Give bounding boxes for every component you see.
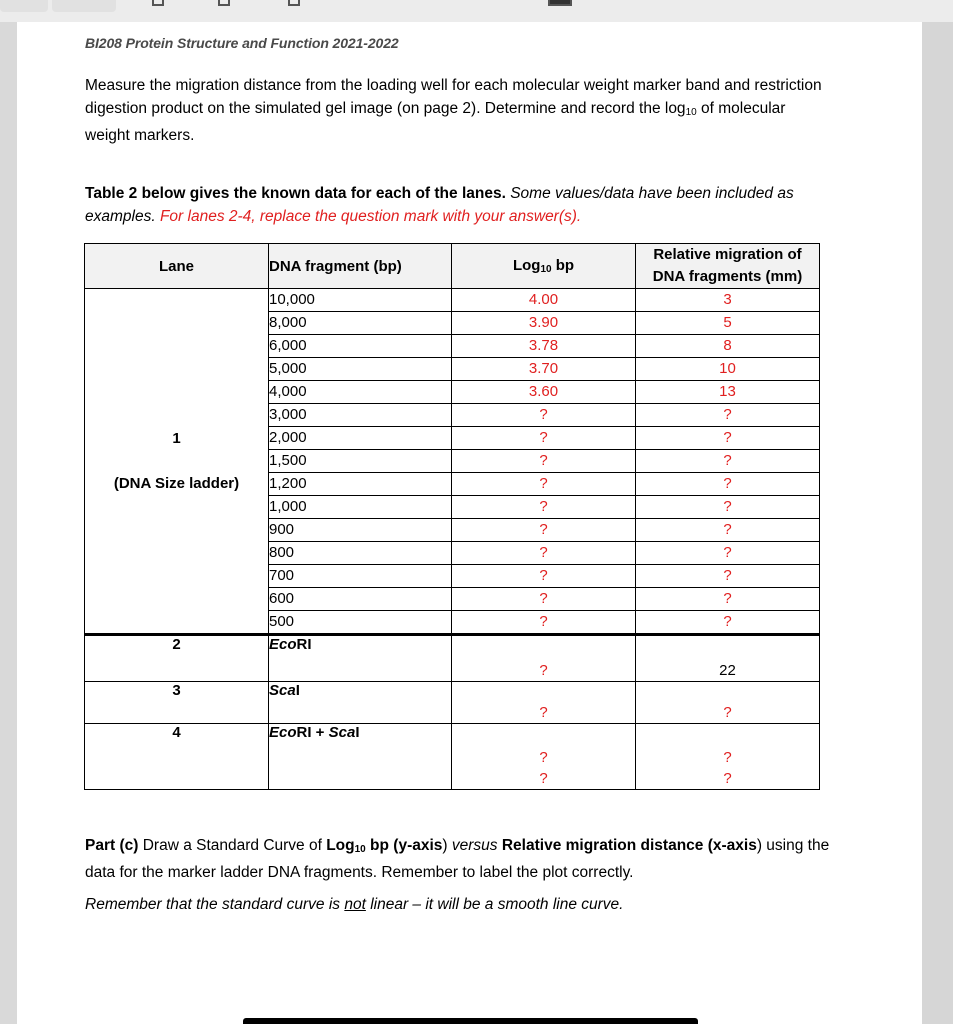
ladder-body xyxy=(85,289,820,635)
fragment-size: 4,000 xyxy=(269,381,452,404)
part-c-bold-2: Relative migration distance (x-axis xyxy=(501,837,757,854)
migration-value: 5 xyxy=(636,312,820,335)
lane2-enzyme-b: RI xyxy=(296,636,312,653)
lane4-enzyme xyxy=(269,724,452,790)
lane2-enzyme-a: Eco xyxy=(269,636,297,653)
lane3-migration: ? xyxy=(636,682,820,724)
fragment-size: 600 xyxy=(269,588,452,611)
lane4-number: 4 xyxy=(85,724,269,790)
part-c-bold-1 xyxy=(326,837,442,854)
migration-value: ? xyxy=(636,588,820,611)
note-pre: Remember that the standard curve is xyxy=(85,896,345,913)
log-value: ? xyxy=(452,565,636,588)
instructions-paragraph xyxy=(85,74,825,147)
note-post: linear – it will be a smooth line curve. xyxy=(365,896,624,913)
toolbar-icon[interactable] xyxy=(218,0,230,6)
log-value: ? xyxy=(452,611,636,635)
header-lane: Lane xyxy=(85,244,269,289)
table-intro-red: For lanes 2-4, replace the question mark with your answer(s). xyxy=(155,208,582,225)
lane4-mig-1: ? xyxy=(723,749,732,766)
fragment-size: 700 xyxy=(269,565,452,588)
part-c-log-pre: Log xyxy=(326,837,355,854)
migration-value: ? xyxy=(636,427,820,450)
lane2-row xyxy=(85,635,820,682)
header-migration xyxy=(636,244,820,289)
lane3-enzyme-b: I xyxy=(295,682,300,699)
ladder-row xyxy=(85,289,820,312)
lane4-log-1: ? xyxy=(539,749,548,766)
header-migration-line1: Relative migration of xyxy=(653,246,802,263)
header-log-pre: Log xyxy=(512,257,541,274)
lane3-enzyme-a: Sca xyxy=(269,682,296,699)
migration-value: ? xyxy=(636,542,820,565)
migration-value: 10 xyxy=(636,358,820,381)
lane4-migration xyxy=(636,724,820,790)
fragment-size: 5,000 xyxy=(269,358,452,381)
part-c-text-4: ) using the data for the marker ladder DNA fragments. Remember to label the plot correctly. xyxy=(85,837,830,881)
fragment-size: 1,500 xyxy=(269,450,452,473)
lane4-mig-2: ? xyxy=(723,770,732,787)
part-c-log-sub: 10 xyxy=(354,844,366,855)
part-c-log-post: bp (y-axis xyxy=(365,837,443,854)
log-value: ? xyxy=(452,404,636,427)
fragment-size: 900 xyxy=(269,519,452,542)
lane3-number: 3 xyxy=(85,682,269,724)
header-log-sub: 10 xyxy=(540,264,552,275)
migration-value: ? xyxy=(636,473,820,496)
header-fragment: DNA fragment (bp) xyxy=(269,244,452,289)
log-value: 3.70 xyxy=(452,358,636,381)
log-value: ? xyxy=(452,496,636,519)
log-value: ? xyxy=(452,588,636,611)
log-value: 3.78 xyxy=(452,335,636,358)
log-value: 4.00 xyxy=(452,289,636,312)
lane4-log-2: ? xyxy=(539,770,548,787)
table-intro-italic: Some values/data have been included as examples. xyxy=(85,185,794,225)
log-value: ? xyxy=(452,519,636,542)
home-indicator[interactable] xyxy=(243,1018,698,1024)
document-header: BI208 Protein Structure and Function 2021-2022 xyxy=(85,35,399,51)
lane4-enzyme-1a: Eco xyxy=(269,724,297,741)
viewer-toolbar xyxy=(0,0,953,22)
fragment-size: 2,000 xyxy=(269,427,452,450)
scrollbar-track[interactable] xyxy=(922,22,953,1024)
part-c-label: Part (c) xyxy=(85,837,139,854)
subscript: 10 xyxy=(685,107,697,118)
lane4-enzyme-1b: RI + xyxy=(296,724,329,741)
part-c-instructions xyxy=(85,834,830,884)
migration-value: 8 xyxy=(636,335,820,358)
migration-value: 13 xyxy=(636,381,820,404)
lane1-number: 1 xyxy=(172,430,181,447)
part-c-text-2: ) xyxy=(442,837,452,854)
header-log xyxy=(452,244,636,289)
lane2-migration: 22 xyxy=(636,635,820,682)
migration-value: 3 xyxy=(636,289,820,312)
toolbar-tab[interactable] xyxy=(52,0,116,12)
lane2-number: 2 xyxy=(85,635,269,682)
instructions-text-end: of molecular weight markers. xyxy=(85,100,786,144)
toolbar-icon[interactable] xyxy=(548,0,572,6)
migration-value: ? xyxy=(636,611,820,635)
header-log-post: bp xyxy=(551,257,575,274)
fragment-size: 1,200 xyxy=(269,473,452,496)
lane2-log: ? xyxy=(452,635,636,682)
fragment-size: 8,000 xyxy=(269,312,452,335)
migration-value: ? xyxy=(636,404,820,427)
table-intro-bold: Table 2 below gives the known data for each of the lanes. xyxy=(85,185,506,202)
migration-value: ? xyxy=(636,565,820,588)
fragment-size: 3,000 xyxy=(269,404,452,427)
part-c-versus: versus xyxy=(451,837,498,854)
toolbar-icon[interactable] xyxy=(288,0,300,6)
lane3-enzyme xyxy=(269,682,452,724)
log-value: ? xyxy=(452,427,636,450)
toolbar-tab[interactable] xyxy=(0,0,48,12)
fragment-size: 10,000 xyxy=(269,289,452,312)
table-header-row xyxy=(85,244,820,289)
note-underlined: not xyxy=(344,896,366,913)
fragment-size: 6,000 xyxy=(269,335,452,358)
lane1-cell xyxy=(85,289,269,635)
instructions-text: Measure the migration distance from the loading well for each molecular weight marker band and restriction digestion product on the simulated gel image (on page 2). Determine and record the log xyxy=(85,77,822,117)
lane3-row xyxy=(85,682,820,724)
migration-value: ? xyxy=(636,450,820,473)
lane4-row xyxy=(85,724,820,790)
migration-value: ? xyxy=(636,519,820,542)
part-c-text-1: Draw a Standard Curve of xyxy=(138,837,327,854)
log-value: ? xyxy=(452,542,636,565)
log-value: 3.60 xyxy=(452,381,636,404)
toolbar-icon[interactable] xyxy=(152,0,164,6)
curve-note xyxy=(85,893,830,916)
fragment-size: 800 xyxy=(269,542,452,565)
lane1-name: (DNA Size ladder) xyxy=(113,475,240,492)
data-table xyxy=(84,243,820,790)
lane3-log: ? xyxy=(452,682,636,724)
fragment-size: 1,000 xyxy=(269,496,452,519)
log-value: ? xyxy=(452,473,636,496)
migration-value: ? xyxy=(636,496,820,519)
header-migration-line2: DNA fragments (mm) xyxy=(652,268,803,285)
lane4-log xyxy=(452,724,636,790)
fragment-size: 500 xyxy=(269,611,452,635)
log-value: ? xyxy=(452,450,636,473)
lane4-enzyme-2b: I xyxy=(355,724,360,741)
lane4-enzyme-2a: Sca xyxy=(328,724,356,741)
lane2-enzyme xyxy=(269,635,452,682)
table-intro xyxy=(85,182,830,228)
log-value: 3.90 xyxy=(452,312,636,335)
